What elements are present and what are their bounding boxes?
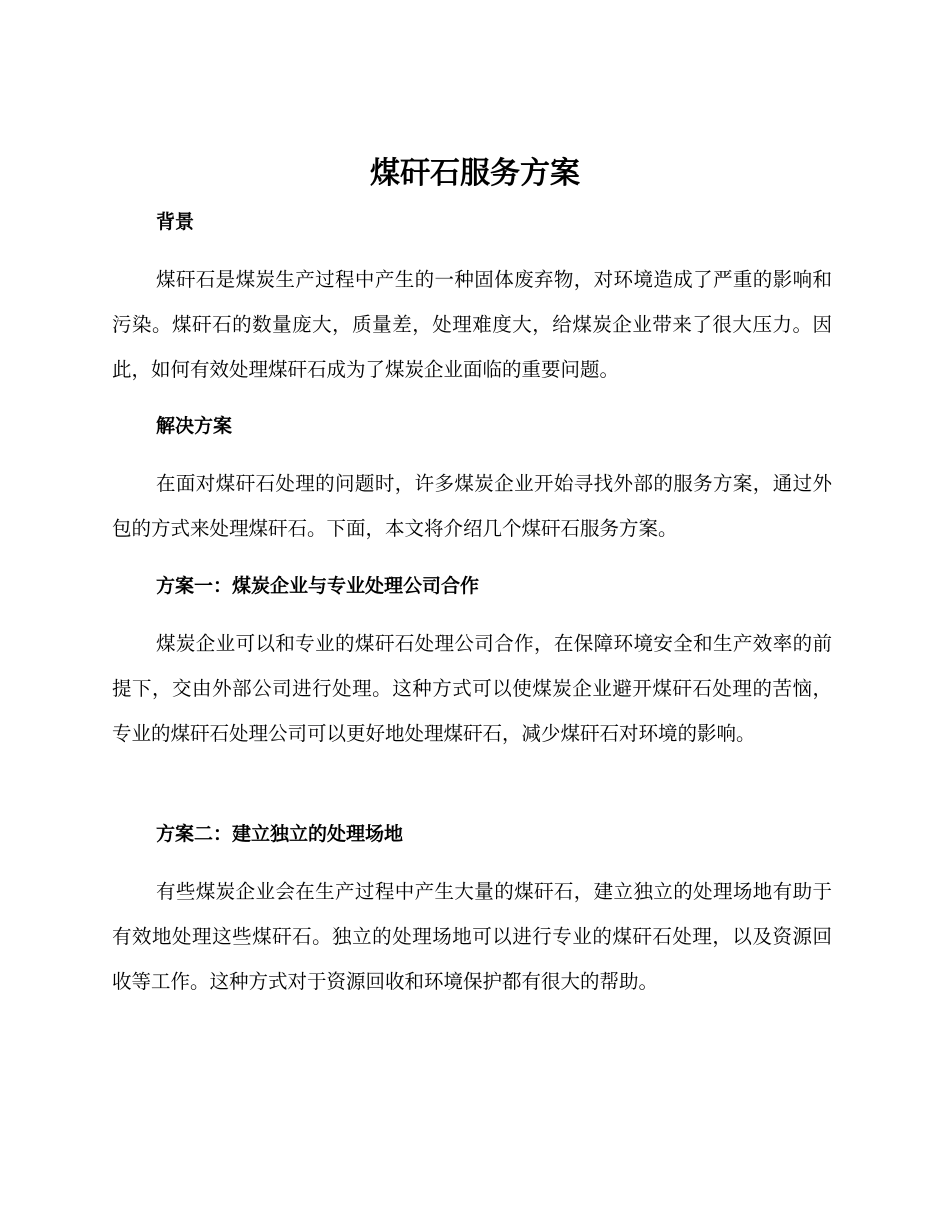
section-heading-plan-one: 方案一：煤炭企业与专业处理公司合作 <box>156 575 480 597</box>
section-paragraph-background: 煤矸石是煤炭生产过程中产生的一种固体废弃物，对环境造成了严重的影响和污染。煤矸石的数量庞大，质量差，处理难度大，给煤炭企业带来了很大压力。因此，如何有效处理煤矸石成为了煤炭企业面临的重要问题。 <box>112 268 832 381</box>
document-title: 煤矸石服务方案 <box>370 156 580 191</box>
section-heading-solution: 解决方案 <box>156 415 233 437</box>
section-heading-background: 背景 <box>156 211 195 233</box>
section-paragraph-plan-one: 煤炭企业可以和专业的煤矸石处理公司合作，在保障环境安全和生产效率的前提下，交由外部公司进行处理。这种方式可以使煤炭企业避开煤矸石处理的苦恼，专业的煤矸石处理公司可以更好地处理煤矸石，减少煤矸石对环境的影响。 <box>112 632 832 745</box>
section-paragraph-plan-two: 有些煤炭企业会在生产过程中产生大量的煤矸石，建立独立的处理场地有助于有效地处理这些煤矸石。独立的处理场地可以进行专业的煤矸石处理，以及资源回收等工作。这种方式对于资源回收和环境保护都有很大的帮助。 <box>112 880 832 993</box>
section-heading-plan-two: 方案二：建立独立的处理场地 <box>156 823 404 845</box>
section-paragraph-solution: 在面对煤矸石处理的问题时，许多煤炭企业开始寻找外部的服务方案，通过外包的方式来处理煤矸石。下面，本文将介绍几个煤矸石服务方案。 <box>112 472 832 540</box>
